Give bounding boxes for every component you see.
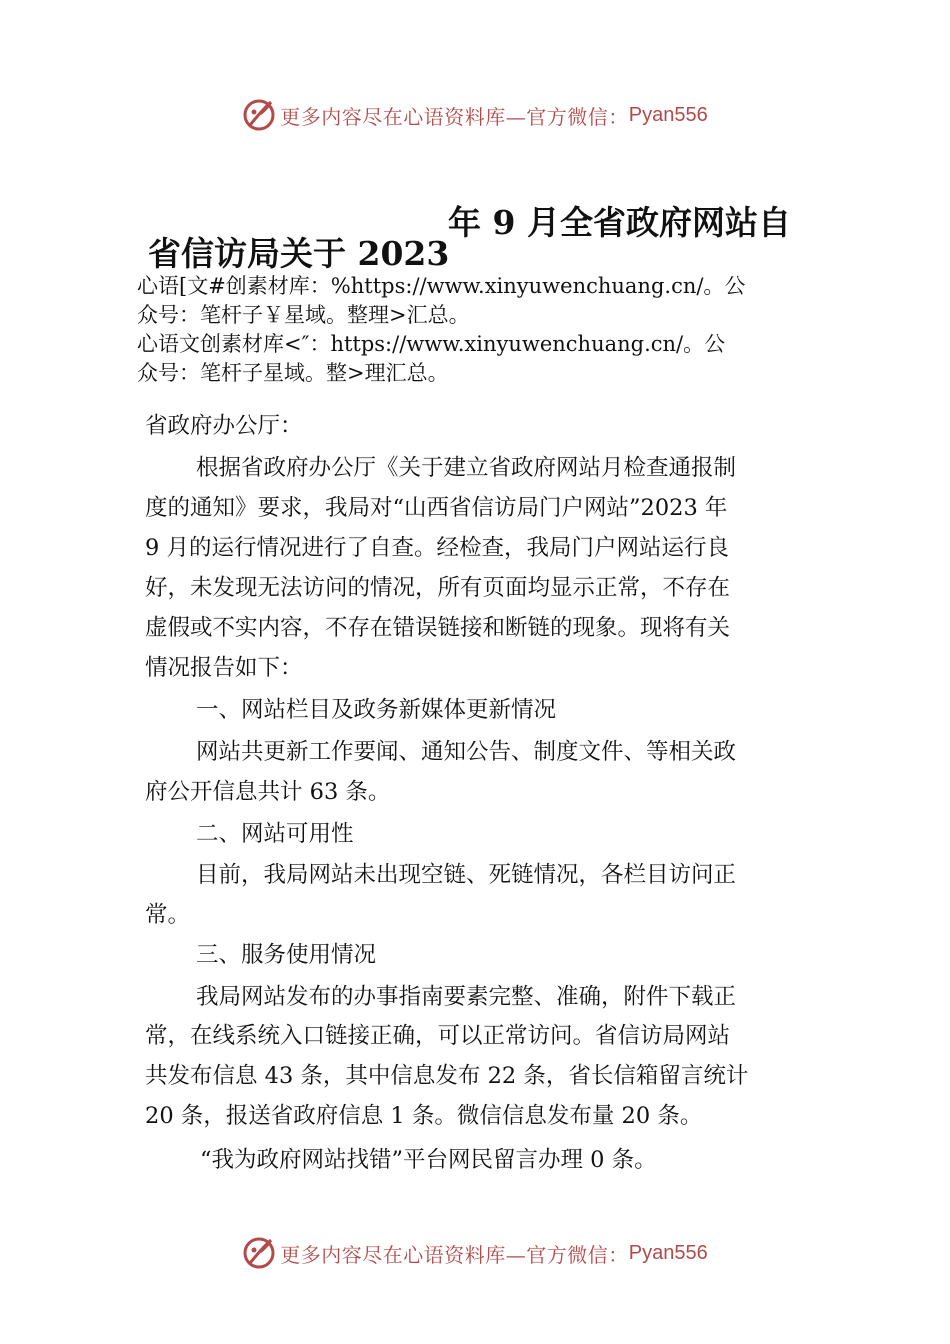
paragraph-line: 常，在线系统入口链接正确，可以正常访问。省信访局网站: [145, 1023, 731, 1049]
paragraph-line: 情况报告如下：: [145, 655, 303, 681]
paragraph-line: 我局网站发布的办事指南要素完整、准确，附件下载正: [196, 984, 737, 1010]
source-line-3: 心语文创素材库<″：https://www.xinyuwenchuang.cn/。公: [137, 332, 726, 356]
paragraph-line: 虚假或不实内容，不存在错误链接和断链的现象。现将有关: [145, 615, 731, 641]
paragraph-line: 好，未发现无法访问的情况，所有页面均显示正常，不存在: [145, 575, 731, 601]
section-heading-2: 二、网站可用性: [196, 821, 354, 847]
source-line-4: 众号：笔杆子星域。整>理汇总。: [137, 361, 449, 385]
paragraph-line: 目前，我局网站未出现空链、死链情况，各栏目访问正: [196, 862, 737, 888]
paragraph-line: 20 条，报送省政府信息 1 条。微信信息发布量 20 条。: [145, 1103, 703, 1129]
section-heading-1: 一、网站栏目及政务新媒体更新情况: [196, 697, 557, 723]
banner-wechat-id: Pyan556: [628, 103, 708, 126]
quill-logo-icon: [242, 98, 276, 132]
paragraph-line: 9 月的运行情况进行了自查。经检查，我局门户网站运行良: [145, 535, 729, 561]
paragraph-line: 根据省政府办公厅《关于建立省政府网站月检查通报制: [196, 455, 737, 481]
top-banner: [0, 95, 950, 135]
bottom-banner: [0, 1233, 950, 1273]
source-line-2: 众号：笔杆子￥星域。整理>汇总。: [137, 303, 470, 327]
banner-wechat-id: Pyan556: [628, 1241, 708, 1264]
banner-text: 更多内容尽在心语资料库—官方微信：: [280, 104, 629, 129]
paragraph-line: 度的通知》要求，我局对“山西省信访局门户网站”2023 年: [145, 495, 728, 521]
banner-text: 更多内容尽在心语资料库—官方微信：: [280, 1242, 629, 1267]
source-line-1: 心语[文#创素材库：%https://www.xinyuwenchuang.cn/。公: [137, 274, 746, 298]
salutation: 省政府办公厅：: [145, 413, 303, 439]
title-line-2: 省信访局关于 2023: [148, 234, 450, 273]
quill-logo-icon: [242, 1236, 276, 1270]
paragraph-line: 网站共更新工作要闻、通知公告、制度文件、等相关政: [196, 739, 737, 765]
paragraph-line: 府公开信息共计 63 条。: [145, 779, 391, 805]
paragraph-line: 共发布信息 43 条，其中信息发布 22 条，省长信箱留言统计: [145, 1063, 749, 1089]
title-line-1: 年 9 月全省政府网站自: [448, 203, 791, 242]
closing-line: “我为政府网站找错”平台网民留言办理 0 条。: [200, 1147, 657, 1173]
section-heading-3: 三、服务使用情况: [196, 942, 377, 968]
paragraph-line: 常。: [145, 902, 191, 928]
